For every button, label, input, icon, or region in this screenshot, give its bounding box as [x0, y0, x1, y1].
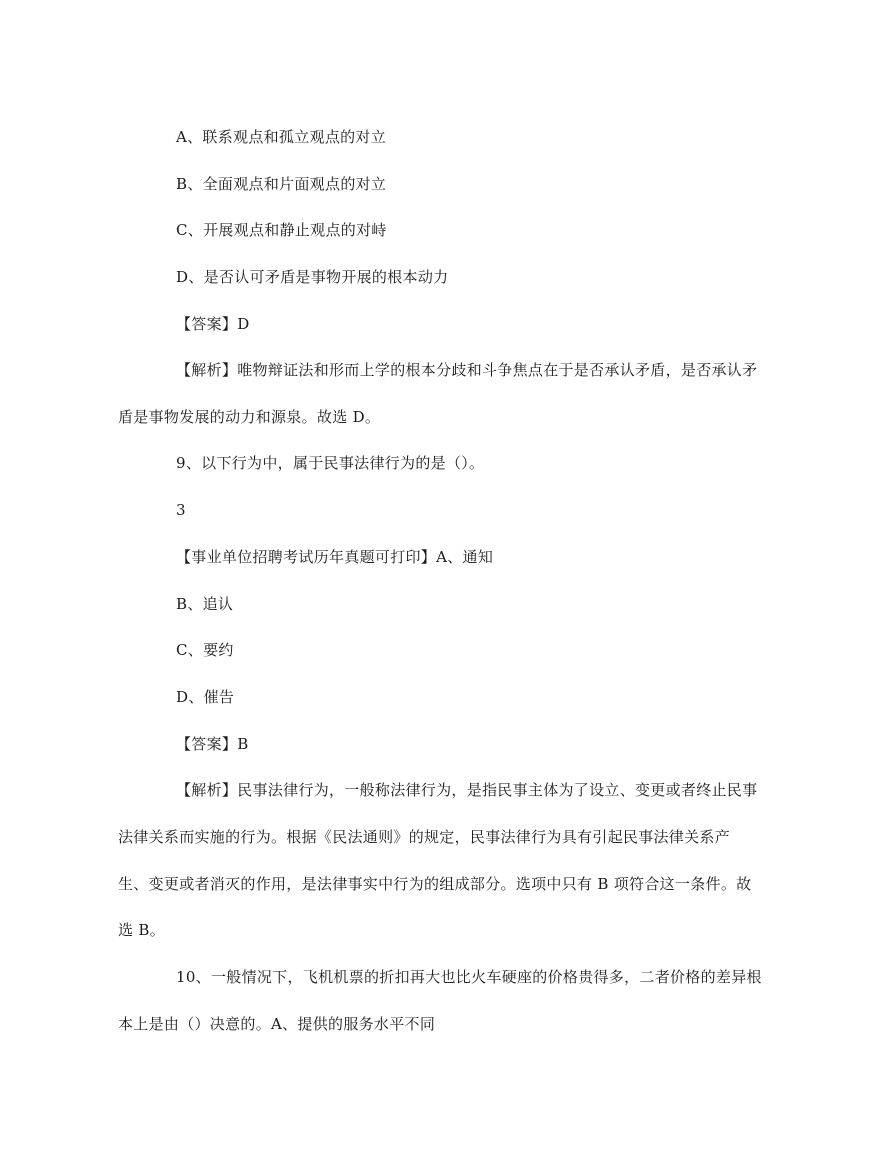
q9-header-option-a: 【事业单位招聘考试历年真题可打印】A、通知: [176, 548, 494, 566]
q9-analysis-line-2: 法律关系而实施的行为。根据《民法通则》的规定，民事法律行为具有引起民事法律关系产: [118, 828, 731, 846]
q8-answer: 【答案】D: [176, 315, 250, 333]
q8-option-b: B、全面观点和片面观点的对立: [176, 175, 387, 193]
q8-option-d: D、是否认可矛盾是事物开展的根本动力: [176, 268, 449, 286]
q8-option-c: C、开展观点和静止观点的对峙: [176, 221, 387, 239]
q9-analysis-line-4: 选 B。: [118, 921, 165, 939]
q9-option-b: B、追认: [176, 595, 234, 613]
q9-answer: 【答案】B: [176, 735, 249, 753]
q9-stem: 9、以下行为中，属于民事法律行为的是（）。: [176, 454, 485, 472]
q9-analysis-line-1: 【解析】民事法律行为，一般称法律行为，是指民事主体为了设立、变更或者终止民事: [176, 781, 758, 799]
page-number: 3: [176, 501, 186, 519]
q9-option-d: D、催告: [176, 688, 235, 706]
q8-option-a: A、联系观点和孤立观点的对立: [176, 128, 387, 146]
q8-analysis-line-2: 盾是事物发展的动力和源泉。故选 D。: [118, 408, 381, 426]
q10-stem-line-2: 本上是由（）决意的。A、提供的服务水平不同: [118, 1015, 436, 1033]
q10-stem-line-1: 10、一般情况下，飞机机票的折扣再大也比火车硬座的价格贵得多，二者价格的差异根: [176, 968, 762, 986]
q8-analysis-line-1: 【解析】唯物辩证法和形而上学的根本分歧和斗争焦点在于是否承认矛盾，是否承认矛: [176, 361, 758, 379]
q9-option-c: C、要约: [176, 641, 234, 659]
q9-analysis-line-3: 生、变更或者消灭的作用，是法律事实中行为的组成部分。选项中只有 B 项符合这一条件。故: [118, 875, 752, 893]
